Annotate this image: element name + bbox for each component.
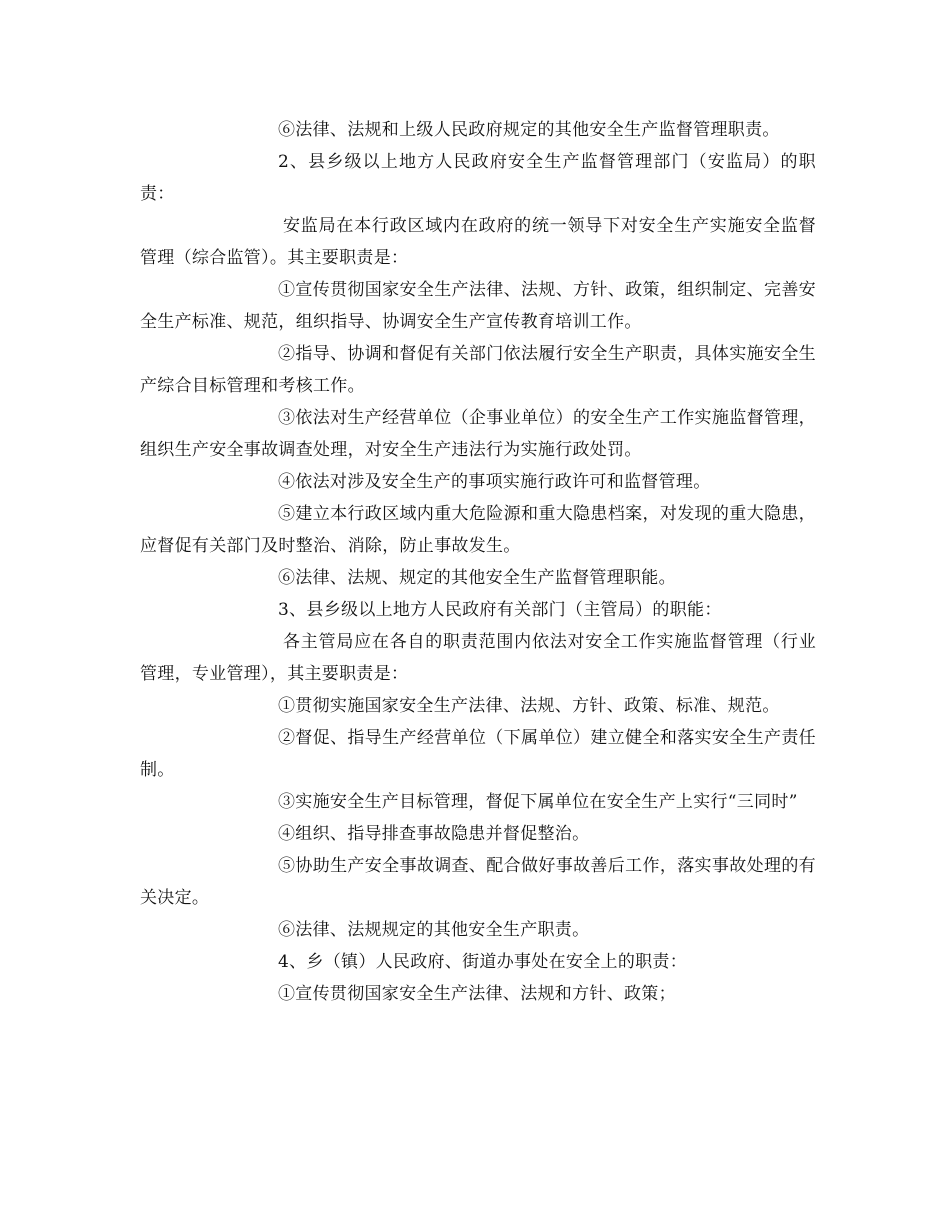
paragraph: ⑥法律、法规和上级人民政府规定的其他安全生产监督管理职责。: [278, 120, 780, 140]
paragraph: 3、县乡级以上地方人民政府有关部门（主管局）的职能：: [278, 600, 722, 620]
paragraph: ③实施安全生产目标管理，督促下属单位在安全生产上实行“三同时”: [278, 792, 798, 812]
paragraph: 4、乡（镇）人民政府、街道办事处在安全上的职责：: [278, 952, 688, 972]
document-body: [140, 114, 816, 1010]
paragraph: ④依法对涉及安全生产的事项实施行政许可和监督管理。: [278, 472, 711, 492]
paragraph: ③依法对生产经营单位（企事业单位）的安全生产工作实施监督管理，组织生产安全事故调查处理，对安全生产违法行为实施行政处罚。: [140, 408, 816, 460]
paragraph: ①贯彻实施国家安全生产法律、法规、方针、政策、标准、规范。: [278, 696, 780, 716]
paragraph: ①宣传贯彻国家安全生产法律、法规、方针、政策，组织制定、完善安全生产标准、规范，组织指导、协调安全生产宣传教育培训工作。: [140, 280, 816, 332]
paragraph: ②督促、指导生产经营单位（下属单位）建立健全和落实安全生产责任制。: [140, 728, 816, 780]
paragraph: ②指导、协调和督促有关部门依法履行安全生产职责，具体实施安全生产综合目标管理和考核工作。: [140, 344, 816, 396]
paragraph: ④组织、指导排查事故隐患并督促整治。: [278, 824, 590, 844]
paragraph: ⑤建立本行政区域内重大危险源和重大隐患档案，对发现的重大隐患，应督促有关部门及时整治、消除，防止事故发生。: [140, 504, 816, 556]
paragraph: ⑥法律、法规规定的其他安全生产职责。: [278, 920, 590, 940]
paragraph: ⑤协助生产安全事故调查、配合做好事故善后工作，落实事故处理的有关决定。: [140, 856, 816, 908]
paragraph: 各主管局应在各自的职责范围内依法对安全工作实施监督管理（行业管理，专业管理），其主要职责是：: [140, 632, 816, 684]
paragraph: ①宣传贯彻国家安全生产法律、法规和方针、政策；: [278, 984, 676, 1004]
paragraph: 安监局在本行政区域内在政府的统一领导下对安全生产实施安全监督管理（综合监管）。其主要职责是：: [140, 216, 816, 268]
paragraph: 2、县乡级以上地方人民政府安全生产监督管理部门（安监局）的职责：: [140, 152, 816, 204]
paragraph: ⑥法律、法规、规定的其他安全生产监督管理职能。: [278, 568, 676, 588]
